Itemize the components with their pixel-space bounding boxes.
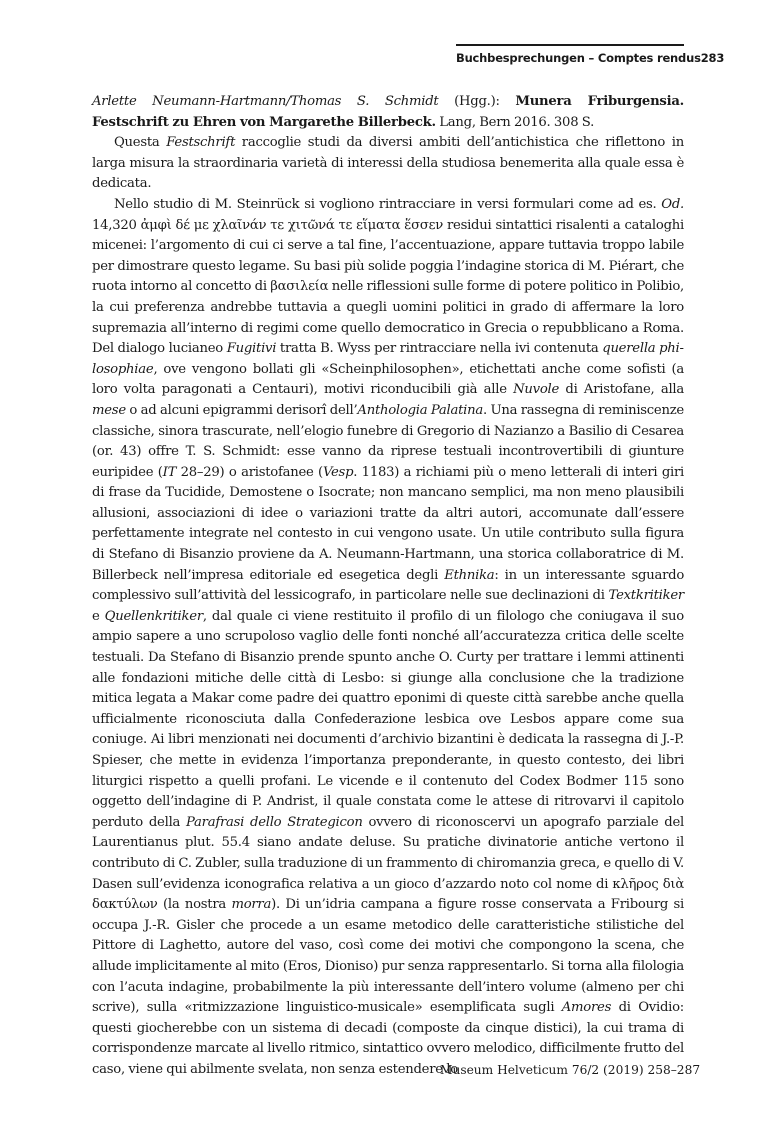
journal-footer: Museum Helveticum 76/2 (2019) 258–287 — [440, 1063, 701, 1077]
publication-info: Lang, Bern 2016. 308 S. — [435, 114, 595, 130]
paragraph-intro: Questa Festschrift raccoglie studi da diversi ambiti dell’antichistica che riflettono in larga misura la straordinaria varietà di interessi della studiosa benemerita alla quale essa è dedicata. — [92, 135, 684, 192]
running-title: Buchbesprechungen – Comptes rendus — [456, 51, 701, 65]
review-authors: Arlette Neumann-Hartmann/Thomas S. Schmidt — [92, 94, 439, 109]
review-text — [92, 92, 701, 1081]
bibliographic-entry — [92, 92, 684, 133]
editors-note: (Hgg.): — [438, 94, 516, 109]
paragraph-contributions: Nello studio di M. Steinrück si vogliono rintracciare in versi formulari come ad es. Od. 14,320 ἀμφὶ δέ με χλαῖνάν τε χιτῶνά τε εἵματα ἕσσεν residui sintattici risalenti a cataloghi micenei: l’argomento di cui ci serve a tal fine, l’accentuazione, appare tuttavia troppo labile per dimostrare questo legame. Su basi più solide poggia l’indagine storica di M. Piérart, che ruota intorno al concetto di βασιλεία nelle riflessioni sulle forme di potere politico in Polibio, la cui preferenza andrebbe tuttavia a quegli uomini politici in grado di affermare la loro supremazia all’interno di regimi come quello democratico in Grecia o repubblicano a Roma. Del dialogo lucianeo Fugitivi tratta B. Wyss per rintracciare nella ivi contenuta querella philosophiae, ove vengono bollati gli «Scheinphilosophen», etichettati anche come sofisti (a loro volta paragonati a Centauri), motivi riconducibili già alle Nuvole di Aristofane, alla mese o ad alcuni epigrammi derisorî dell’Anthologia Palatina. Una rassegna di reminiscenze classiche, sinora trascurate, nell’elogio funebre di Gregorio di Nazianzo a Basilio di Cesarea (or. 43) offre T. S. Schmidt: esse vanno da riprese testuali incontrovertibili di giunture euripidee (IT 28–29) o aristofanee (Vesp. 1183) a richiami più o meno letterali di interi giri di frase da Tucidide, Demostene o Isocrate; non mancano semplici, ma non meno plausibili allusioni, associazioni di idee o variazioni tratte da altri autori, accomunate dall’essere perfettamente integrate nel contesto in cui vengono usate. Un utile contributo sulla figura di Stefano di Bisanzio proviene da A. Neumann-Hartmann, una storica collaboratrice di M. Billerbeck nell’impresa editoriale ed esegetica degli Ethnika: in un interessante sguardo complessivo sull’attività del lessicografo, in particolare nelle sue declinazioni di Textkritiker e Quellenkritiker, dal quale ci viene restituito il profilo di un filologo che coniugava il suo ampio sapere a uno scrupoloso vaglio delle fonti nonché all’accuratezza critica delle scelte testuali. Da Stefano di Bisanzio prende spunto anche O. Curty per trattare i lemmi attinenti alle fondazioni mitiche delle città di Lesbo: si giunge alla conclusione che la tradizione mitica legata a Makar come padre dei quattro eponimi di queste città sarebbe anche quella ufficialmente riconosciuta dalla Confederazione lesbica ove Lesbos appare come sua coniuge. Ai libri menzionati nei documenti d’archivio bizantini è dedicata la rassegna di J.-P. Spieser, che mette in evidenza l’importanza preponderante, in questo contesto, dei libri liturgici rispetto a quelli profani. Le vicende e il contenuto del Codex Bodmer 115 sono oggetto dell’indagine di P. Andrist, il quale constata come le attese di ritrovarvi il capitolo perduto della Parafrasi dello Strategicon ovvero di riconoscervi un apografo parziale del Laurentianus plut. 55.4 siano andate deluse. Su pratiche divinatorie antiche vertono il contributo di C. Zubler, sulla traduzione di un frammento di chiromanzia greca, e quello di V. Dasen sull’evidenza iconografica relativa a un gioco d’azzardo noto col nome di κλῆρος διὰ δακτύλων (la nostra morra). Di un’idria campana a figure rosse conservata a Fribourg si occupa J.-R. Gisler che procede a un esame metodico delle caratteristiche stilistiche del Pittore di Laghetto, autore del vaso, così come dei motivi che compongono la scena, che allude implicitamente al mito (Eros, Dioniso) pur senza rappresentarlo. Si torna alla filologia con l’acuta indagine, probabilmente la più interessante dell’intero volume (almeno per chi scrive), sulla «ritmizzazione linguistico-musicale» esemplificata sugli Amores di Ovidio: questi giocherebbe con un sistema di decadi (composte da cinque distici), la cui trama di corrispondenze marcate al livello ritmico, sintattico ovvero melodico, difficilmente frutto del caso, viene qui abilmente svelata, non senza estendere lo — [92, 196, 685, 1077]
page-number: 283 — [700, 51, 725, 65]
running-header — [456, 44, 725, 65]
book-title: Munera Friburgensia. Festschrift zu Ehren von Margarethe Billerbeck. — [92, 94, 684, 130]
